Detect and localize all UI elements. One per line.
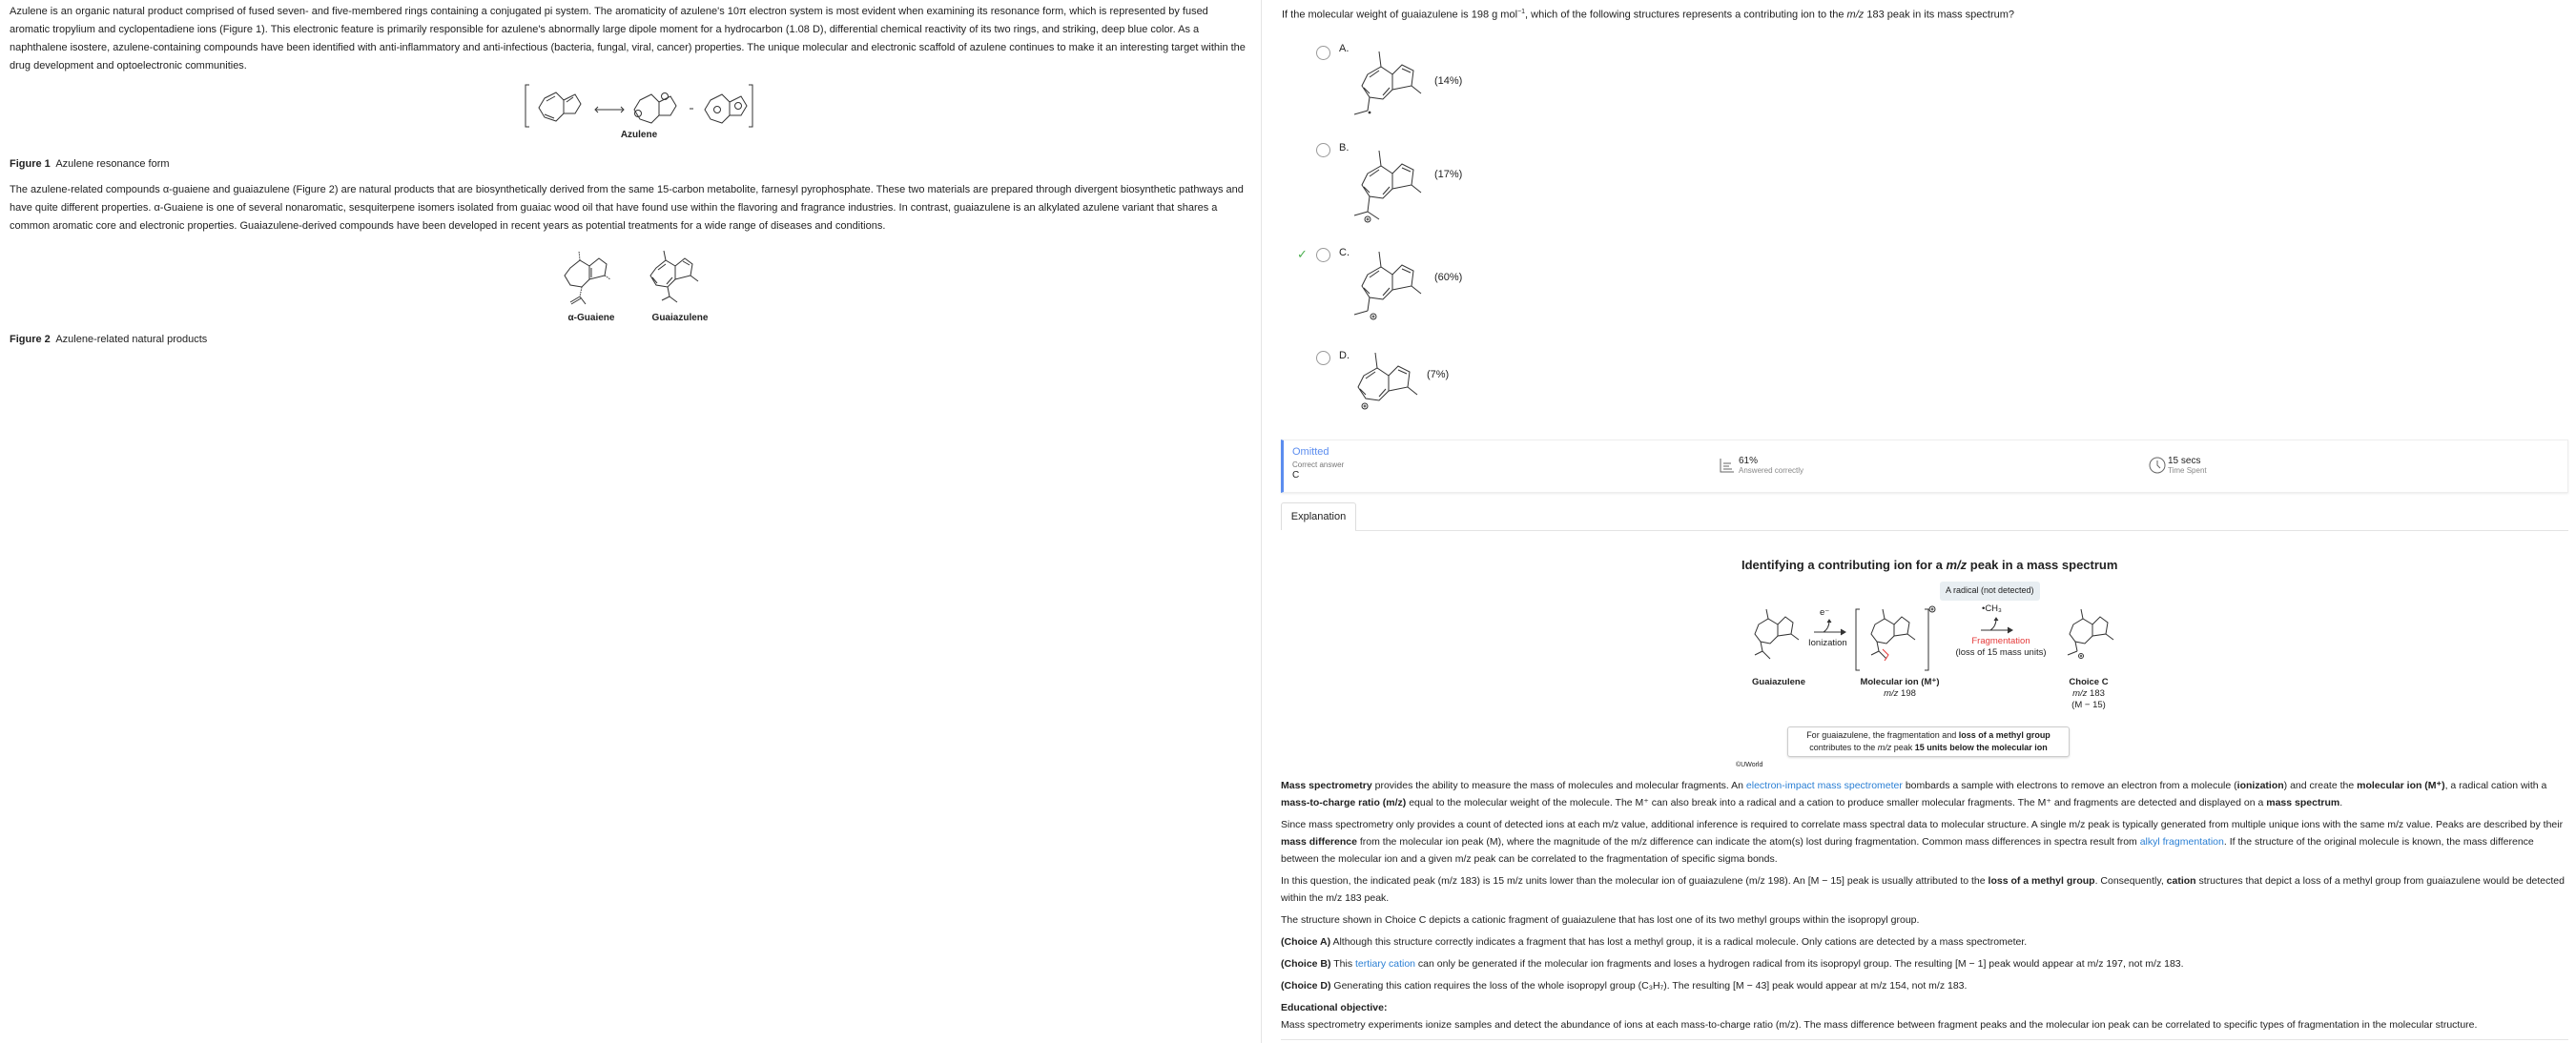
methyl-radical-label: •CH₃ (1982, 603, 2002, 614)
choice-letter: B. (1339, 141, 1350, 153)
radical-callout: A radical (not detected) (1940, 582, 2040, 601)
alpha-guaiene-structure (553, 241, 629, 317)
figure-2-caption (10, 331, 1251, 349)
molecular-ion-structure (1852, 602, 1938, 678)
figure-1-image (10, 75, 1251, 150)
passage-paragraph-1: Azulene is an organic natural product comprised of fused seven- and five-membered rings containing a conjugated pi system. The aromaticity of azulene's 10π electron system is most evident when examining its resonance form, which is represented by fused aromatic tropylium and cyclopentadiene ions (Figure 1). This electronic feature is primarily responsible for azulene's abnormally large dipole moment for a hydrocarbon (1.08 D), differential chemical reactivity of its two rings, and striking, deep blue color. As a naphthalene isostere, azulene-containing compounds have been identified with anti-inflammatory and anti-infectious (bacteria, fungal, viral, cancer) properties. The unique molecular and electronic scaffold of azulene continues to make it an interesting target within the drug development and optoelectronic communities. (10, 6, 1246, 72)
guaiazulene-label: Guaiazulene (651, 313, 709, 324)
explanation-choice-a: (Choice A) Although this structure correctly indicates a fragment that has lost a methyl group, it is a radical molecule. Only cations are detected by a mass spectrometer. (1281, 936, 2028, 948)
figure-2-image (10, 235, 1251, 331)
explanation-paragraph-4: The structure shown in Choice C depicts a cationic fragment of guaiazulene that has lost one of its two methyl groups within the isopropyl group. (1281, 914, 1920, 926)
percent-correct-label: Answered correctly (1739, 466, 1804, 475)
choice-d-tropylium-cation-structure (1339, 341, 1425, 427)
clock-icon (2149, 457, 2166, 474)
radio-button-a[interactable] (1316, 46, 1330, 60)
molecular-ion-label: Molecular ion (M⁺) m/z 198 (1860, 677, 1940, 699)
azulene-resonance-structure (520, 77, 806, 152)
guaiazulene-structure (641, 241, 717, 317)
percent-correct-value: 61% (1739, 456, 1759, 466)
choice-c-percent: (60%) (1434, 271, 1463, 283)
choice-d-percent: (7%) (1427, 368, 1450, 380)
time-spent-value: 15 secs (2168, 456, 2201, 466)
figure-1-label: Figure 1 (10, 158, 51, 170)
answer-choice-c[interactable] (1282, 235, 2563, 337)
choice-letter: D. (1339, 349, 1350, 361)
bottom-divider (1281, 1039, 2568, 1040)
figure-2-label: Figure 2 (10, 334, 51, 346)
choice-letter: C. (1339, 246, 1350, 258)
mass-loss-label: (loss of 15 mass units) (1955, 647, 2047, 658)
choice-c-diagram-label: Choice C m/z 183 (M − 15) (2069, 677, 2109, 710)
answer-status-bar (1281, 440, 2568, 493)
summary-callout: For guaiazulene, the fragmentation and loss of a methyl group contributes to the m/z peak 15 units below the molecular ion (1787, 726, 2070, 757)
percent-correct-stat (1720, 456, 1803, 476)
question-stem: If the molecular weight of guaiazulene is 198 g mol$^{-1}$, which of the following structures represents a contributing ion to the m/z 183 peak in its mass spectrum? (1282, 9, 2015, 21)
explanation-choice-b: (Choice B) This tertiary cation can only be generated if the molecular ion fragments and loses a hydrogen radical from its isopropyl group. The resulting [M − 1] peak would appear at m/z 197, not m/z 183. (1281, 958, 2184, 970)
figure-1-molecule-label: Azulene (620, 130, 658, 140)
choice-a-radical-structure (1343, 38, 1429, 133)
explanation-paragraph-3: In this question, the indicated peak (m/z 183) is 15 m/z units lower than the molecular ion of guaiazulene (m/z 198). An [M − 15] peak is usually attributed to the loss of a methyl group. Consequently, cation structures that depict a loss of a methyl group from guaiazulene would be detected within the m/z 183 peak. (1281, 875, 2565, 904)
figure-1-caption (10, 155, 1251, 174)
ionization-label: Ionization (1808, 638, 1847, 648)
correct-answer-value: C (1292, 470, 1300, 481)
result-status: Omitted (1292, 446, 1329, 458)
link-tertiary-cation[interactable]: tertiary cation (1354, 958, 1416, 970)
passage-panel (0, 0, 1262, 1043)
answer-choice-a[interactable] (1282, 31, 2563, 130)
answer-choice-b[interactable] (1282, 130, 2563, 235)
choice-a-percent: (14%) (1434, 74, 1463, 87)
tab-explanation[interactable]: Explanation (1281, 502, 1356, 530)
ionization-arrow (1812, 619, 1850, 638)
time-spent-stat (2149, 456, 2207, 476)
radio-button-d[interactable] (1316, 351, 1330, 365)
tab-underline (1355, 530, 2568, 531)
educational-objective-text: Mass spectrometry experiments ionize samples and detect the abundance of ions at each mass-to-charge ratio (m/z). The mass difference between fragment peaks and the molecular ion peak can be correlated to specific types of fragmentation in the molecular structure. (1281, 1019, 2478, 1031)
choice-c-secondary-cation-structure (1343, 238, 1429, 334)
time-spent-label: Time Spent (2168, 466, 2207, 475)
figure-1-caption-text: Azulene resonance form (55, 158, 170, 170)
figure-2-caption-text: Azulene-related natural products (55, 334, 208, 346)
choice-letter: A. (1339, 42, 1350, 54)
correct-answer-label: Correct answer (1292, 460, 1345, 469)
link-electron-impact-ms[interactable]: electron-impact mass spectrometer (1745, 780, 1903, 791)
answer-choice-d[interactable] (1282, 337, 2563, 433)
copyright-label: ©UWorld (1736, 762, 1763, 768)
explanation-choice-d: (Choice D) Generating this cation requires the loss of the whole isopropyl group (C₃H₇). The resulting [M − 43] peak would appear at m/z 154, not m/z 183. (1281, 980, 1968, 992)
choice-b-percent: (17%) (1434, 168, 1463, 180)
radio-button-b[interactable] (1316, 143, 1330, 157)
bar-chart-icon (1720, 458, 1735, 473)
explanation-body (1281, 777, 2568, 1038)
correct-check-icon: ✓ (1297, 246, 1308, 261)
link-alkyl-fragmentation[interactable]: alkyl fragmentation (2139, 836, 2224, 848)
radio-button-c[interactable] (1316, 248, 1330, 262)
alpha-guaiene-label: α-Guaiene (567, 313, 615, 324)
guaiazulene-diagram-structure (1745, 603, 1812, 670)
choice-c-diagram-structure (2060, 603, 2127, 670)
explanation-paragraph-1: Mass spectrometry provides the ability to measure the mass of molecules and molecular fragments. An electron-impact mass spectrometer bombards a sample with electrons to remove an electron from a molecule (ionization) and create the molecular ion (M⁺), a radical cation with a mass-to-charge ratio (m/z) equal to the molecular weight of the molecule. The M⁺ can also break into a radical and a cation to produce smaller molecular fragments. The M⁺ and fragments are detected and displayed on a mass spectrum. (1281, 780, 2547, 808)
educational-objective-title: Educational objective: (1281, 1002, 1388, 1013)
explanation-paragraph-2: Since mass spectrometry only provides a count of detected ions at each m/z value, additional inference is required to correlate mass spectral data to molecular structure. A single m/z peak is typically generated from multiple unique ions with the same m/z value. Peaks are described by their mass difference from the molecular ion peak (M), where the magnitude of the m/z difference can indicate the atom(s) lost during fragmentation. Common mass differences in spectra result from alkyl fragmentation. If the structure of the original molecule is known, the mass difference between the molecular ion and a given m/z peak can be correlated to the fragmentation of specific sigma bonds. (1281, 819, 2564, 865)
explanation-title: Identifying a contributing ion for a m/z peak in a mass spectrum (1741, 558, 2118, 572)
fragmentation-arrow (1979, 617, 2017, 636)
passage-paragraph-2: The azulene-related compounds α-guaiene and guaiazulene (Figure 2) are natural products that are biosynthetically derived from the same 15-carbon metabolite, farnesyl pyrophosphate. These two materials are prepared through divergent biosynthetic pathways and have quite different properties. α-Guaiene is one of several nonaromatic, sesquiterpene isomers isolated from guaiac wood oil that have found use within the flavoring and fragrance industries. In contrast, guaiazulene is an alkylated azulene variant that shares a common aromatic core and electronic properties. Guaiazulene-derived compounds have been developed in recent years as potential treatments for a wide range of diseases and conditions. (10, 184, 1244, 233)
electron-label: e⁻ (1820, 607, 1830, 618)
fragmentation-label: Fragmentation (1971, 636, 2030, 646)
choice-b-tertiary-cation-structure (1343, 137, 1429, 233)
guaiazulene-diagram-label: Guaiazulene (1752, 677, 1805, 687)
